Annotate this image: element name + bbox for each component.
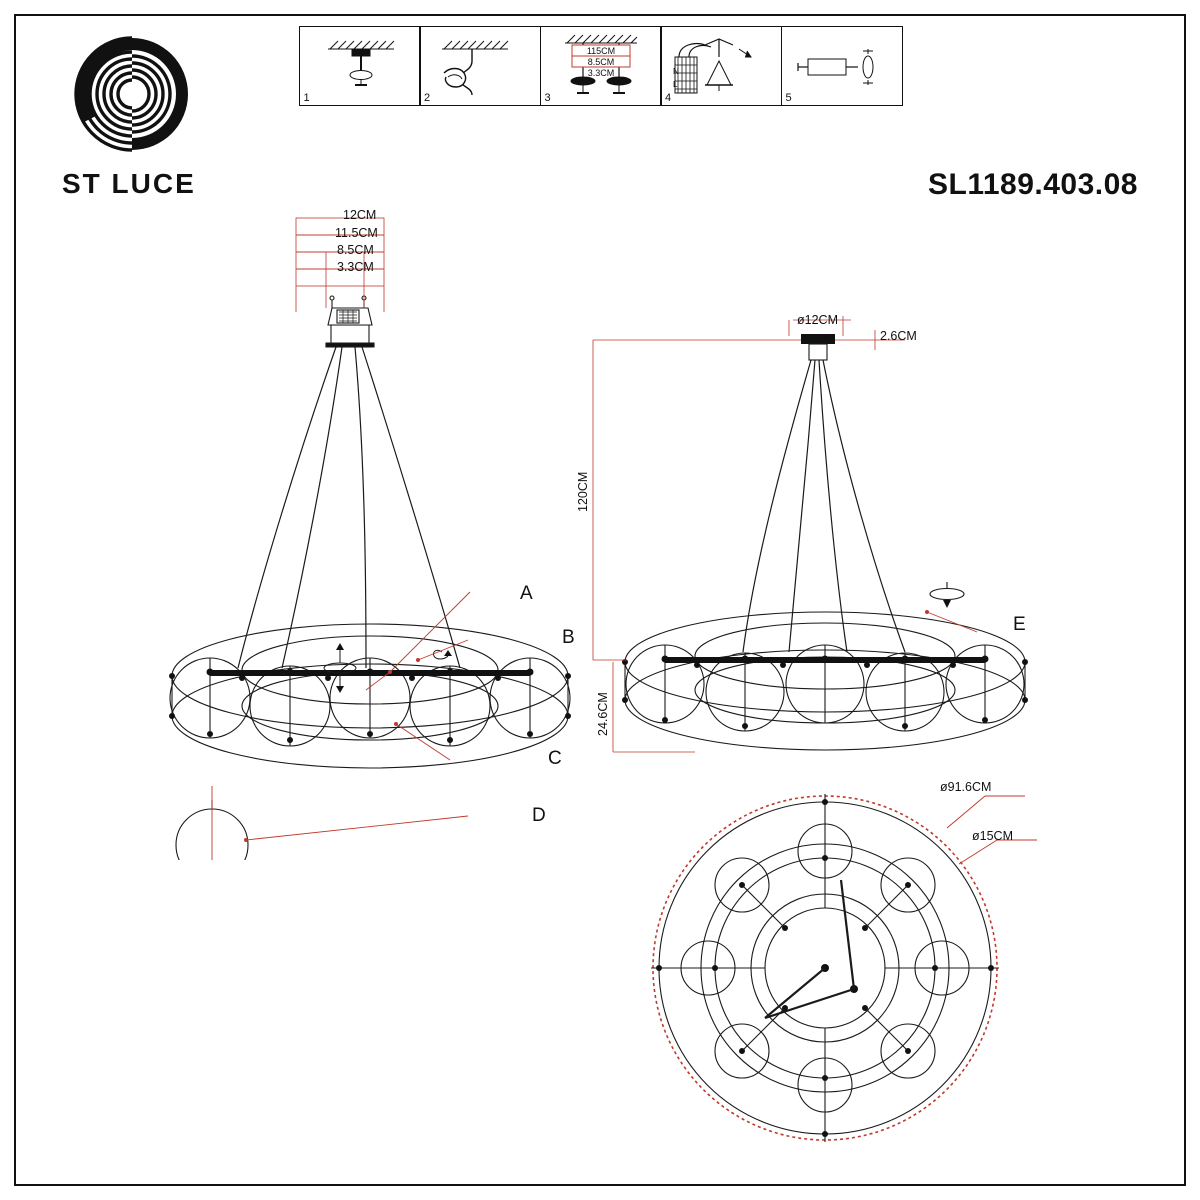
front-dim-11-5cm: 11.5CM xyxy=(335,226,378,240)
installation-steps xyxy=(300,26,903,106)
callout-letter-d: D xyxy=(532,805,546,826)
plan-view xyxy=(625,760,1045,1160)
callout-letter-b: B xyxy=(562,627,575,648)
install-step-2 xyxy=(419,26,541,106)
side-elevation-view xyxy=(575,300,1045,770)
install-step-5 xyxy=(781,26,903,106)
svg-text:8.5CM: 8.5CM xyxy=(587,57,614,67)
brand-name: ST LUCE xyxy=(62,168,196,199)
front-elevation-view xyxy=(150,200,590,860)
svg-text:L: L xyxy=(673,80,678,89)
side-dim-canopy-height: 2.6CM xyxy=(880,329,917,343)
step-number: 3 xyxy=(544,92,551,104)
install-step-3 xyxy=(540,26,662,106)
front-dim-12cm: 12CM xyxy=(343,208,377,222)
product-code: SL1189.403.08 xyxy=(927,168,1138,201)
step-number: 5 xyxy=(785,92,792,104)
side-dim-total-height: 120CM xyxy=(576,471,590,512)
plan-dim-outer-diameter: ø91.6CM xyxy=(940,780,992,794)
callout-letter-c: C xyxy=(548,748,562,769)
step-number: 2 xyxy=(424,92,431,104)
side-dim-body-height: 24.6CM xyxy=(596,692,610,736)
front-dim-8-5cm: 8.5CM xyxy=(337,243,374,257)
install-step-4 xyxy=(660,26,782,106)
svg-text:N: N xyxy=(673,67,679,76)
svg-text:115CM: 115CM xyxy=(586,46,615,56)
install-step-1 xyxy=(299,26,421,106)
step-number: 1 xyxy=(303,92,310,104)
callout-letter-e: E xyxy=(1013,614,1026,635)
step-number: 4 xyxy=(665,92,672,104)
svg-text:3.3CM: 3.3CM xyxy=(587,68,614,78)
plan-dim-shade-diameter: ø15CM xyxy=(972,829,1013,843)
callout-letter-a: A xyxy=(520,583,533,604)
front-dim-3-3cm: 3.3CM xyxy=(337,260,374,274)
spiral-logo-icon xyxy=(62,34,202,154)
side-dim-canopy-diameter: ø12CM xyxy=(797,313,838,327)
